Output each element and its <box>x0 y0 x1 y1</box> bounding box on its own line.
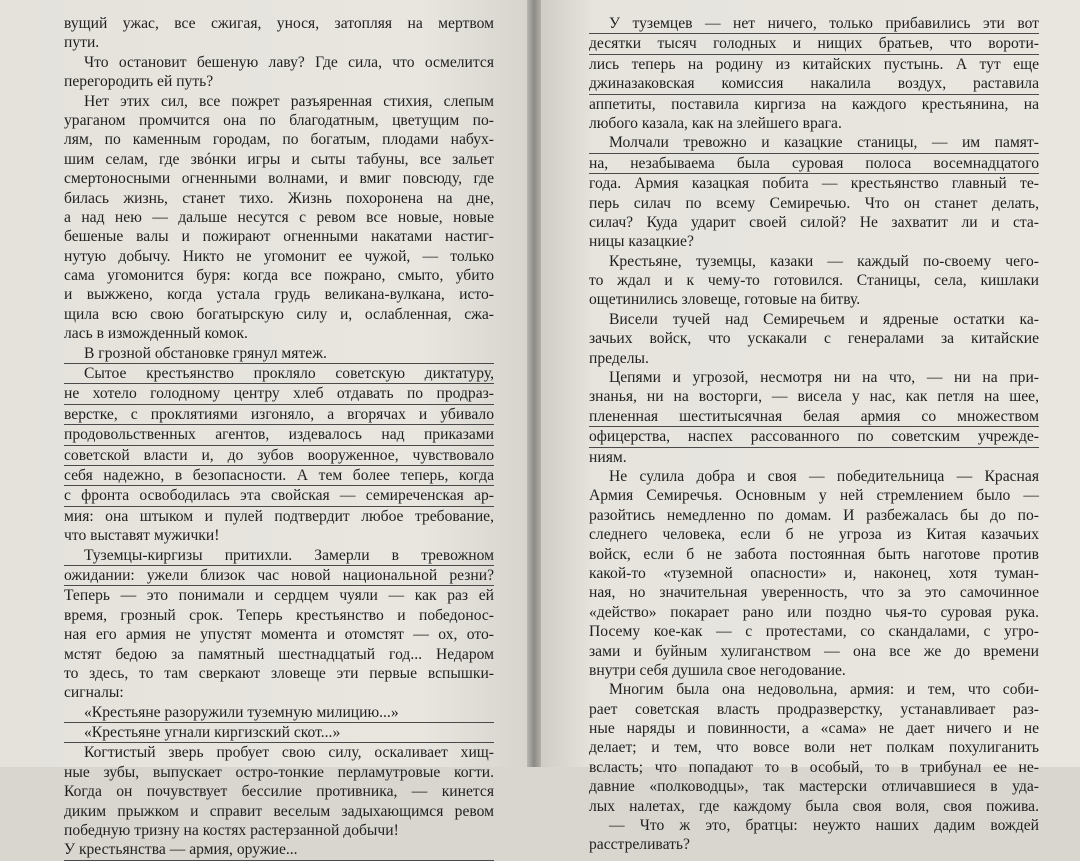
text-line: бешеные валы и пожирают огненными накатами настиг- <box>64 228 494 246</box>
text-line: Не сулила добра и своя — победительница — Красная <box>609 467 1039 485</box>
text-line: силач? Куда ударит своей силой? Не захватит ли и ста- <box>589 213 1039 231</box>
text-line: «действо» покарает рано или поздно чья-то суровая рука. <box>589 603 1039 621</box>
text-line: время, грозный срок. Теперь крестьянство и победонос- <box>64 606 494 624</box>
text-line: перегородить ей путь? <box>64 73 214 91</box>
text-line: то ждал и к чему-то готовился. Станицы, села, кишлаки <box>589 272 1039 290</box>
text-line: лям, по каменным городам, по богатым, плодами набух- <box>64 131 494 149</box>
text-line: Сытое крестьянство прокляло советскую диктатуру, <box>64 364 494 384</box>
text-line: ураганом промчится она по благодатным, цветущим по- <box>64 111 494 129</box>
text-line: зачьих войск, что ускакали с генералами за китайские <box>589 330 1039 348</box>
text-line: года. Армия казацкая побита — крестьянство главный те- <box>589 175 1039 193</box>
text-line: перь силач по всему Семиречью. Что он станет делать, <box>589 194 1039 212</box>
text-line: следнего человека, если б не угроза из Китая казачьих <box>589 526 1039 544</box>
text-line: вущий ужас, все сжигая, унося, затопляя на мертвом <box>64 15 494 32</box>
text-line: У крестьянства — армия, оружие... <box>64 840 494 860</box>
text-line: а над нею — дальше несутся с ревом все новые, новые <box>64 208 494 226</box>
text-line: У туземцев — нет ничего, только прибавились эти вот <box>589 14 1039 34</box>
text-line: смертоносными огненными волнами, и вмиг повсюду, где <box>64 170 494 188</box>
text-line: верстке, с проклятиями изгоняло, а вгорячах и убивало <box>64 405 494 425</box>
text-line: Крестьяне, туземцы, казаки — каждый по-своему чего- <box>609 252 1039 270</box>
text-line: ожидании: ужели близок час новой национальной резни? <box>64 566 494 586</box>
text-line: и выжжено, когда устала грудь великана-вулкана, исто- <box>64 286 494 304</box>
text-line: делает; и тем, что вовсе воли нет полкам похулиганить <box>589 739 1039 757</box>
text-line: войск, если б не забота постоянная быть наготове против <box>589 545 1039 563</box>
text-line: всласть; что попадают то в особый, то в трибунал ее не- <box>589 758 1039 776</box>
text-line: мия: она штыком и пулей подтвердит любое требование, <box>64 507 494 525</box>
text-line: пути. <box>64 34 100 52</box>
text-line: расстреливать? <box>589 836 690 854</box>
text-line: на, незабываема была суровая полоса восемнадцатого <box>589 154 1039 174</box>
text-line: лась в изможденный комок. <box>64 325 248 343</box>
text-line: мстят бедою за памятный шестнадцатый год... Недаром <box>64 645 494 663</box>
text-line: пределы. <box>589 349 649 367</box>
text-line: победную тризну на костях растерзанной добычи! <box>64 822 399 840</box>
text-line: Многим была она недовольна, армия: и тем, что соби- <box>609 681 1039 699</box>
text-line: Посему кое-как — с протестами, со скандалами, с угро- <box>589 623 1039 641</box>
text-line: ные наряды и повинности, а «сама» не дает ничего и не <box>589 720 1039 738</box>
left-page-text <box>64 14 494 861</box>
text-line: билась жизнь, станет тихо. Жизнь похоронена на дне, <box>64 189 494 207</box>
text-line: ниям. <box>589 448 627 466</box>
text-line: ницы казацкие? <box>589 233 694 251</box>
text-line: Нет этих сил, все пожрет разъяренная стихия, слепым <box>84 92 494 110</box>
text-line: зами и буйным хулиганством — она все же до времени <box>589 642 1039 660</box>
text-line: ная его армия не упустят момента и отомстят — ох, ото- <box>64 626 494 644</box>
text-line: щила всю свою богатырскую силу и, ослабленная, сжа- <box>64 305 494 323</box>
text-line: нутую добычу. Никто не угомонит ее чужой, — только <box>64 247 494 265</box>
left-page <box>0 0 527 859</box>
text-line: ные зубы, выпускает остро-тонкие перламутровые когти. <box>64 763 494 781</box>
text-line: советской власти и, до зубов вооруженное, чувствовало <box>64 446 494 466</box>
book-gutter <box>527 0 541 767</box>
text-line: рает советская власть продразверстку, устанавливает раз- <box>589 700 1039 718</box>
text-line: продовольственных агентов, издевалось над приказами <box>64 425 494 445</box>
text-line: В грозной обстановке грянул мятеж. <box>64 344 494 364</box>
text-line: внутри себя душила свое негодование. <box>589 661 846 679</box>
text-line: Висели тучей над Семиречьем и ядреные остатки ка- <box>609 310 1039 328</box>
text-line: не хотело голодному центру хлеб отдавать по продраз- <box>64 384 494 404</box>
text-line: Цепями и угрозой, несмотря ни на что, — ни на при- <box>609 369 1039 387</box>
text-line: ощетинились зловеще, готовые на битву. <box>589 291 861 309</box>
text-line: сама угомонится буря: когда все пожрано, смыто, убито <box>64 267 494 285</box>
text-line: Когда он почувствует бессилие противника, — кинется <box>64 783 494 801</box>
text-line: Что остановит бешеную лаву? Где сила, что осмелится <box>84 53 494 71</box>
text-line: ная, но значительная уверенность, что за это самочинное <box>589 584 1039 602</box>
text-line: знанья, ни на восторги, — висела у нас, как петля на шее, <box>589 388 1039 406</box>
text-line: офицерства, наспех рассованного по советским учрежде- <box>589 427 1039 447</box>
text-line: десятки тысяч голодных и нищих братьев, что вороти- <box>589 34 1039 54</box>
text-line: какой-то «туземной опасности» и, наконец, хотя туман- <box>589 564 1039 582</box>
text-line: себя надежно, в безопасности. А тем более теперь, когда <box>64 466 494 486</box>
text-line: Туземцы-киргизы притихли. Замерли в тревожном <box>64 546 494 566</box>
text-line: — Что ж это, братцы: неужто наших дадим вождей <box>609 817 1039 835</box>
text-line: то здесь, то там сверкают зловеще эти первые вспышки- <box>64 664 494 682</box>
text-line: джиназаковская комиссия накалила воздух, раставила <box>589 74 1039 94</box>
text-line: лых налетах, где каждому была своя воля, своя пожива. <box>589 797 1039 815</box>
text-line: аппетиты, поставила киргиза на каждого крестьянина, на <box>589 95 1039 113</box>
text-line: лись теперь на родину из китайских пустынь. А тут еще <box>589 55 1039 73</box>
text-line: давние «полководцы», так мастерски отличавшиеся в уда- <box>589 778 1039 796</box>
text-line: Молчали тревожно и казацкие станицы, — им памят- <box>589 133 1039 153</box>
right-page <box>541 0 1080 854</box>
text-line: «Крестьяне разоружили туземную милицию...» <box>64 703 494 723</box>
text-line: «Крестьяне угнали киргизский скот...» <box>64 723 494 743</box>
text-line: что выставят мужички! <box>64 527 220 545</box>
text-line: Армия Семиречья. Основным у ней стремлением было — <box>589 487 1039 505</box>
text-line: Когтистый зверь пробует свою силу, оскаливает хищ- <box>84 744 494 762</box>
text-line: шим селам, где звóнки игры и сыты табуны, все зальет <box>64 150 494 168</box>
text-line: плененная шеститысячная белая армия со множеством <box>589 407 1039 427</box>
text-line: с фронта освободилась эта свойская — семиреченская ар- <box>64 486 494 506</box>
right-page-text <box>589 14 1039 855</box>
text-line: диким прыжком и справит веселым задыхающимся ревом <box>64 802 494 820</box>
text-line: любого казала, как на злейшего врага. <box>589 114 842 132</box>
text-line: разойтись немедленно по домам. И разбежалась бы до по- <box>589 506 1039 524</box>
text-line: сигналы: <box>64 684 124 702</box>
text-line: Теперь — это понимали и сердцем чуяли — как раз ей <box>64 587 494 605</box>
